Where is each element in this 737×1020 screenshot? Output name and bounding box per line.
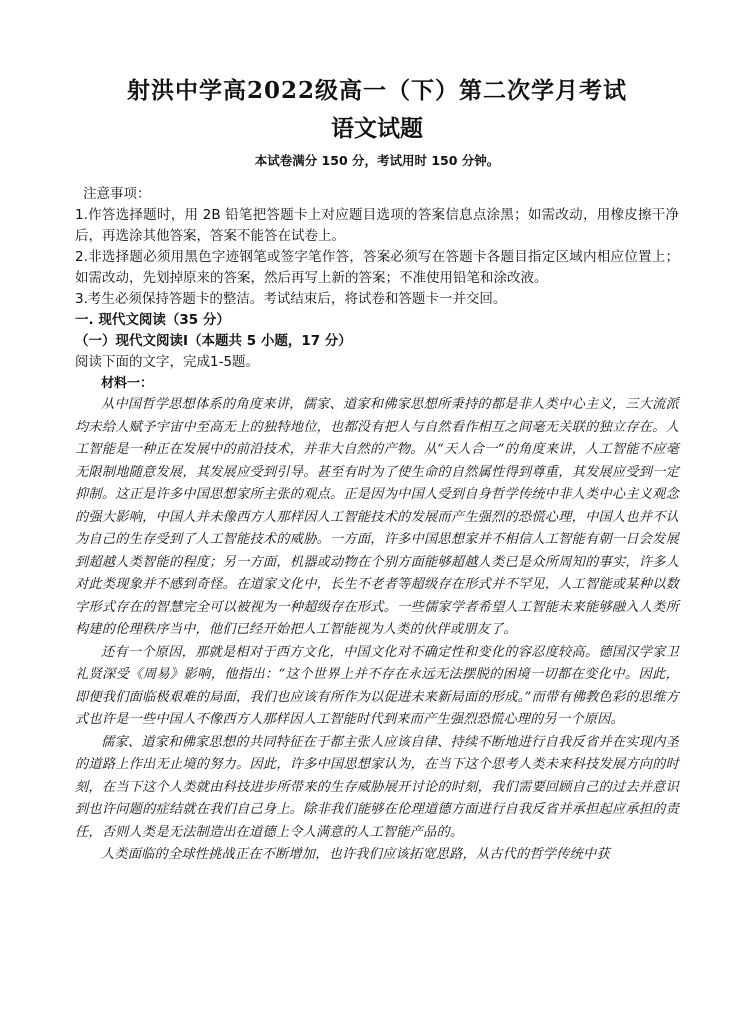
reading-instruction: 阅读下面的文字，完成1-5题。: [75, 354, 260, 370]
exam-subtitle: 语文试题: [331, 115, 423, 142]
score-line: 本试卷满分 150 分，考试用时 150 分钟。: [254, 153, 500, 168]
notes-heading: 注意事项：: [83, 186, 151, 202]
exam-title: 射洪中学高2022级高一（下）第二次学月考试: [126, 77, 627, 104]
passage-paragraph: 儒家、道家和佛家思想的共同特征在于都主张人应该自律、持续不断地进行自我反省并在实现内圣的道路上作出无止境的努力。因此，许多中国思想家认为，在当下这个思考人类未来科技发展方向的时刻，在当下这个人类就由科技进步所带来的生存威胁展开讨论的时刻，我们需要回顾自己的过去并意识到也许问题的症结就在我们自己身上。除非我们能够在伦理道德方面进行自我反省并承担起应承担的责任，否则人类是无法制造出在道德上令人满意的人工智能产品的。: [75, 734, 679, 840]
passage-paragraph: 还有一个原因，那就是相对于西方文化，中国文化对不确定性和变化的容忍度较高。德国汉学家卫礼贤深受《周易》影响，他指出：“这个世界上并不存在永远无法摆脱的困境一切都在变化中。因此，即便我们面临极艰难的局面，我们也应该有所作为以促进未来新局面的形成。”而带有佛教色彩的思维方式也许是一些中国人不像西方人那样因人工智能时代到来而产生强烈恐慌心理的另一个原因。: [75, 644, 679, 727]
subsection-heading: （一）现代文阅读Ⅰ（本题共 5 小题，17 分）: [75, 333, 352, 349]
note-item: 3.考生必须保持答题卡的整洁。考试结束后，将试卷和答题卡一并交回。: [75, 291, 507, 307]
note-item: 2.非选择题必须用黑色字迹钢笔或签字笔作答，答案必须写在答题卡各题目指定区域内相应位置上；如需改动，先划掉原来的答案，然后再写上新的答案；不准使用铅笔和涂改液。: [75, 249, 679, 286]
section-heading: 一. 现代文阅读（35 分）: [75, 312, 230, 328]
notes-block: [75, 184, 679, 310]
reading-passage: [75, 394, 679, 867]
passage-paragraph: 人类面临的全球性挑战正在不断增加，也许我们应该拓宽思路，从古代的哲学传统中获: [101, 847, 610, 862]
note-item: 1.作答选择题时，用 2B 铅笔把答题卡上对应题目选项的答案信息点涂黑；如需改动，用橡皮擦干净后，再选涂其他答案，答案不能答在试卷上。: [75, 207, 679, 244]
material-label: 材料一：: [101, 376, 154, 391]
passage-paragraph: 从中国哲学思想体系的角度来讲，儒家、道家和佛家思想所秉持的都是非人类中心主义，三大流派均未给人赋予宇宙中至高无上的独特地位，也都没有把人与自然看作相互之间毫无关联的独立存在。人工智能是一种正在发展中的前沿技术，并非大自然的产物。从“天人合一”的角度来讲，人工智能不应毫无限制地随意发展，其发展应受到引导。甚至有时为了使生命的自然属性得到尊重，其发展应受到一定抑制。这正是许多中国思想家所主张的观点。正是因为中国人受到自身哲学传统中非人类中心主义观念的强大影响，中国人并未像西方人那样因人工智能技术的发展而产生强烈的恐慌心理，中国人也并不认为自己的生存受到了人工智能技术的威胁。一方面，许多中国思想家并不相信人工智能有朝一日会发展到超越人类智能的程度；另一方面，机器或动物在个别方面能够超越人类已是众所周知的事实，许多人对此类现象并不感到奇怪。在道家文化中，长生不老者等超级存在形式并不罕见，人工智能或某种以数字形式存在的智慧完全可以被视为一种超级存在形式。一些儒家学者希望人工智能未来能够融入人类所构建的伦理秩序当中，他们已经开始把人工智能视为人类的伙伴或朋友了。: [75, 397, 679, 637]
